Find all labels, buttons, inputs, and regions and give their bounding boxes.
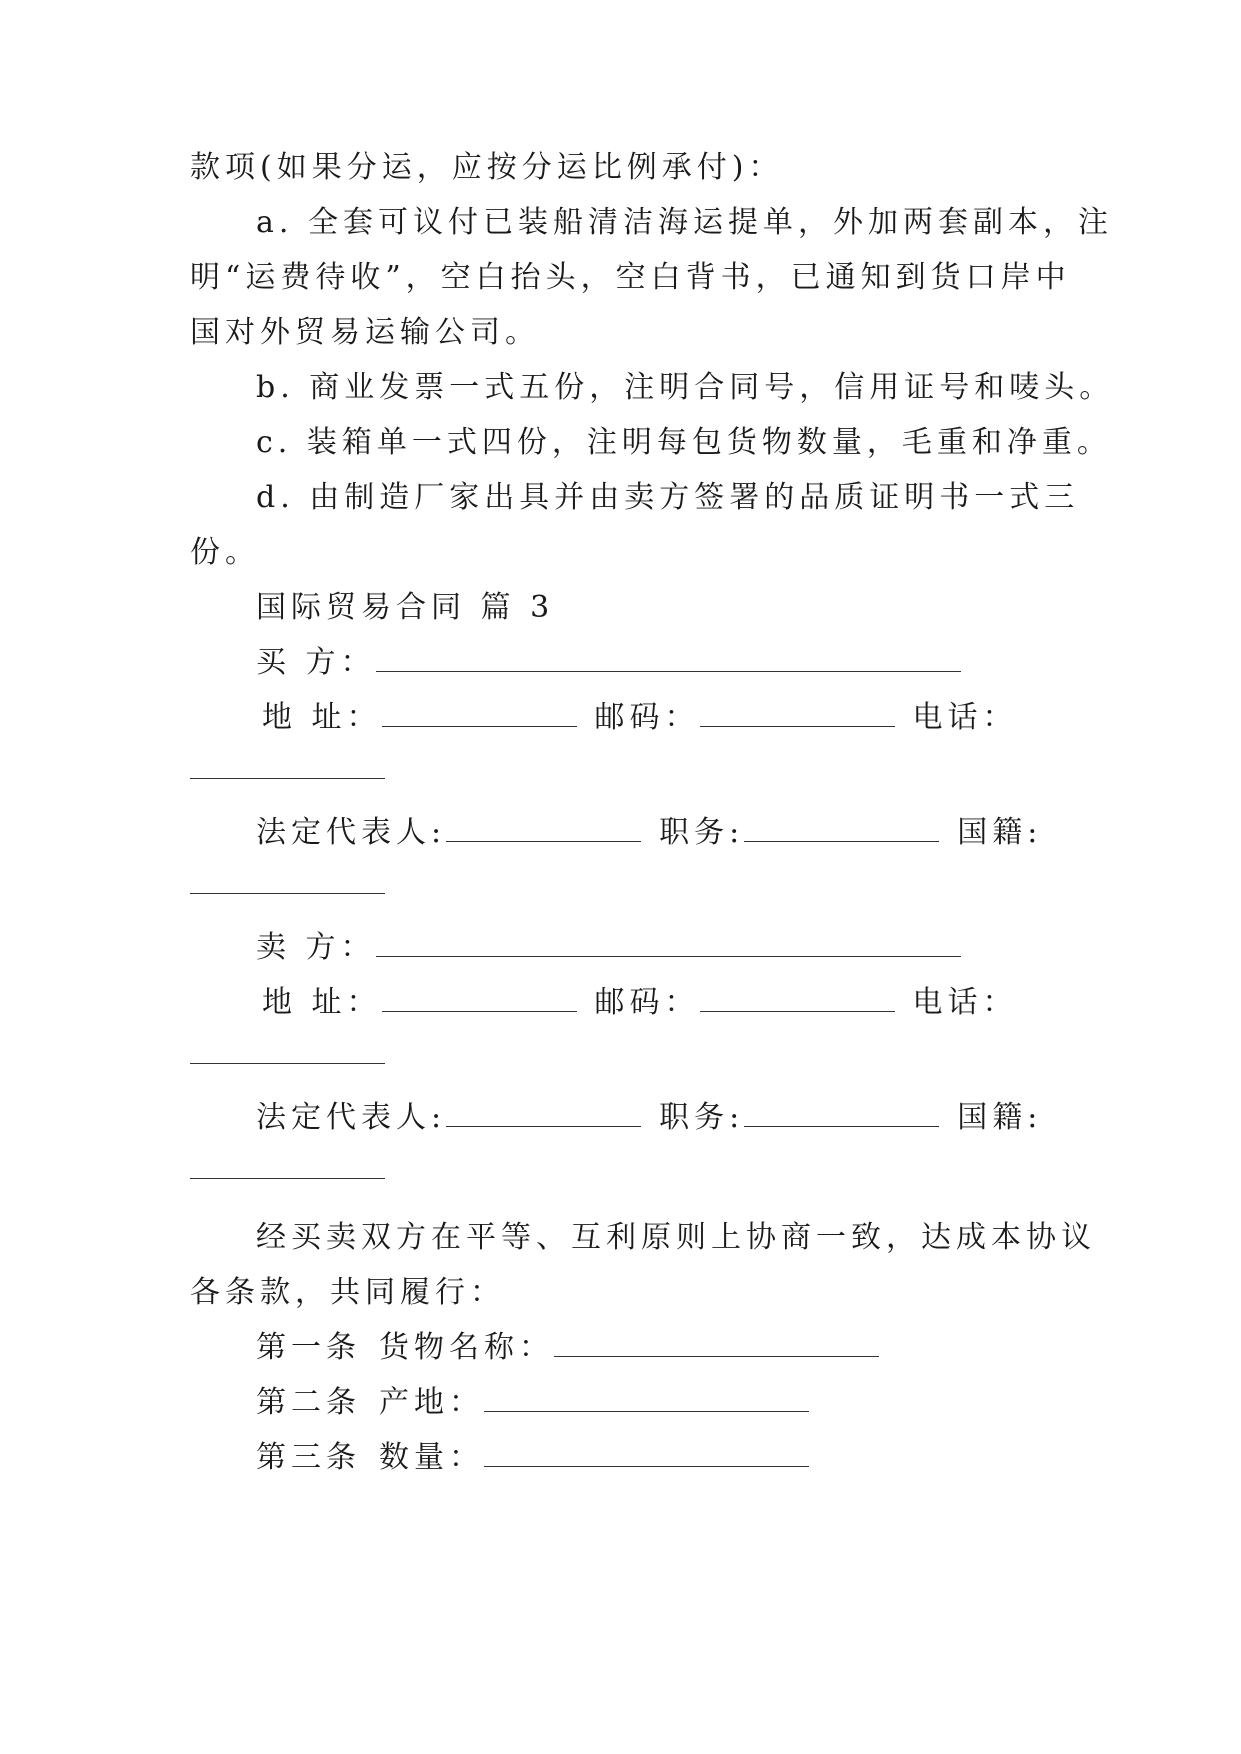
buyer-address-row bbox=[262, 698, 1018, 738]
payment-header: 款项(如果分运，应按分运比例承付)： bbox=[190, 150, 784, 185]
article-3-row bbox=[256, 1438, 809, 1478]
article-3-field[interactable] bbox=[484, 1440, 809, 1467]
seller-zip-field[interactable] bbox=[700, 985, 895, 1012]
article-1-label: 货物名称： bbox=[379, 1330, 554, 1365]
article-1-field[interactable] bbox=[554, 1330, 879, 1357]
item-a-line-3: 国对外贸易运输公司。 bbox=[190, 315, 540, 350]
article-1-number: 第一条 bbox=[256, 1330, 361, 1365]
article-3-label: 数量： bbox=[379, 1440, 484, 1475]
buyer-nationality-label: 国籍: bbox=[957, 815, 1043, 850]
buyer-phone-label: 电话： bbox=[912, 700, 1018, 735]
seller-label: 卖 方： bbox=[256, 930, 376, 965]
section-title: 国际贸易合同 篇 3 bbox=[256, 590, 555, 625]
seller-rep-field[interactable] bbox=[446, 1100, 641, 1127]
item-c: c. 装箱单一式四份，注明每包货物数量，毛重和净重。 bbox=[256, 425, 1112, 460]
seller-name-field[interactable] bbox=[376, 930, 961, 957]
buyer-phone-field[interactable] bbox=[190, 778, 385, 779]
article-1-row bbox=[256, 1328, 879, 1368]
item-d-line-1: d. 由制造厂家出具并由卖方签署的品质证明书一式三 bbox=[256, 480, 1080, 515]
intro-line-1: 经买卖双方在平等、互利原则上协商一致，达成本协议 bbox=[256, 1220, 1096, 1255]
intro-line-2: 各条款，共同履行： bbox=[190, 1275, 505, 1310]
buyer-address-label: 地 址： bbox=[262, 700, 382, 735]
seller-phone-label: 电话： bbox=[912, 985, 1018, 1020]
buyer-label: 买 方： bbox=[256, 645, 376, 680]
seller-row bbox=[256, 928, 961, 968]
buyer-row bbox=[256, 643, 961, 683]
item-a-line-2: 明“运费待收”，空白抬头，空白背书，已通知到货口岸中 bbox=[190, 260, 1071, 295]
item-b: b. 商业发票一式五份，注明合同号，信用证号和唛头。 bbox=[256, 370, 1115, 405]
buyer-zip-field[interactable] bbox=[700, 700, 895, 727]
buyer-rep-label: 法定代表人: bbox=[256, 815, 447, 850]
seller-address-field[interactable] bbox=[382, 985, 577, 1012]
seller-position-field[interactable] bbox=[744, 1100, 939, 1127]
seller-nationality-label: 国籍: bbox=[957, 1100, 1043, 1135]
seller-phone-field[interactable] bbox=[190, 1063, 385, 1064]
buyer-rep-row bbox=[256, 813, 1042, 853]
seller-rep-row bbox=[256, 1098, 1042, 1138]
article-3-number: 第三条 bbox=[256, 1440, 361, 1475]
buyer-name-field[interactable] bbox=[376, 645, 961, 672]
seller-position-label: 职务: bbox=[659, 1100, 745, 1135]
item-d-line-2: 份。 bbox=[190, 535, 260, 570]
item-a-line-1: a. 全套可议付已装船清洁海运提单，外加两套副本，注 bbox=[256, 205, 1113, 240]
seller-nationality-field[interactable] bbox=[190, 1178, 385, 1179]
buyer-position-field[interactable] bbox=[744, 815, 939, 842]
article-2-number: 第二条 bbox=[256, 1385, 361, 1420]
buyer-nationality-field[interactable] bbox=[190, 893, 385, 894]
article-2-label: 产地： bbox=[379, 1385, 484, 1420]
article-2-row bbox=[256, 1383, 809, 1423]
seller-rep-label: 法定代表人: bbox=[256, 1100, 447, 1135]
buyer-position-label: 职务: bbox=[659, 815, 745, 850]
seller-address-label: 地 址： bbox=[262, 985, 382, 1020]
buyer-rep-field[interactable] bbox=[446, 815, 641, 842]
seller-zip-label: 邮码： bbox=[594, 985, 700, 1020]
seller-address-row bbox=[262, 983, 1018, 1023]
buyer-address-field[interactable] bbox=[382, 700, 577, 727]
buyer-zip-label: 邮码： bbox=[594, 700, 700, 735]
article-2-field[interactable] bbox=[484, 1385, 809, 1412]
